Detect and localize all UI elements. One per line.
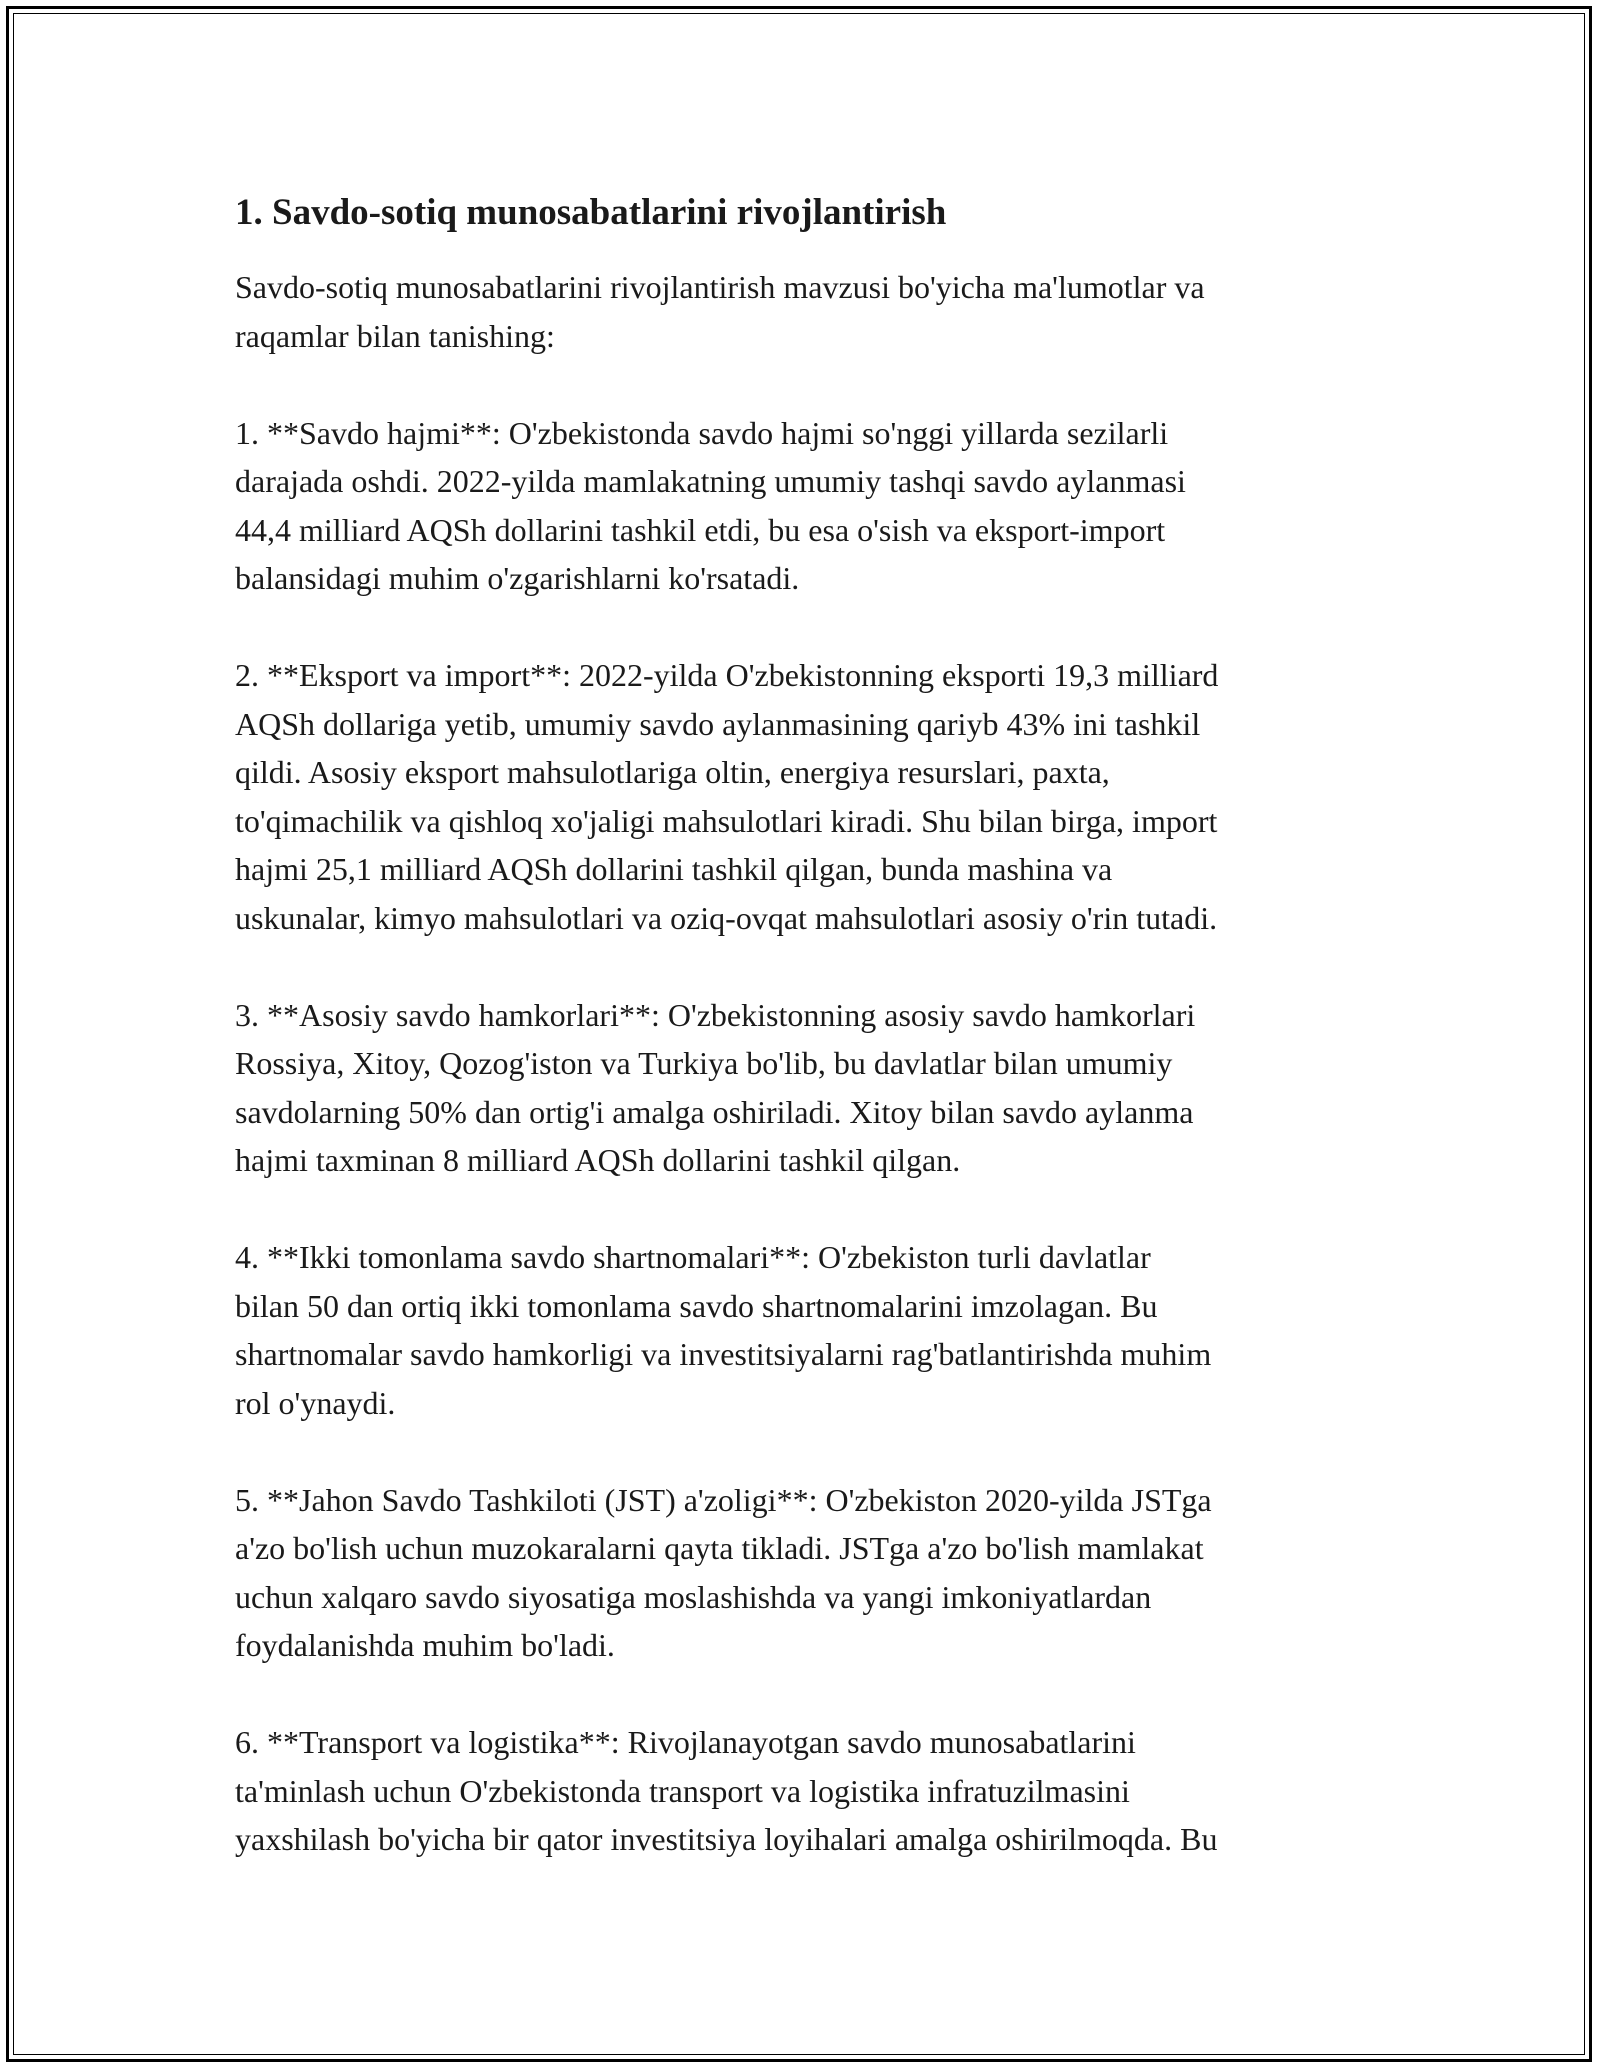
text-line: darajada oshdi. 2022-yilda mamlakatning umumiy tashqi savdo aylanmasi [235,463,1186,499]
section-paragraph-6 [235,1718,1375,1864]
text-line: 1. **Savdo hajmi**: O'zbekistonda savdo hajmi so'nggi yillarda sezilarli [235,414,1169,451]
text-line: 2. **Eksport va import**: 2022-yilda O'zbekistonning eksporti 19,3 milliard [235,657,1219,693]
text-line: hajmi 25,1 milliard AQSh dollarini tashkil qilgan, bunda mashina va [235,851,1113,887]
text-line: bilan 50 dan ortiq ikki tomonlama savdo shartnomalarini imzolagan. Bu [235,1287,1158,1324]
text-line: ta'minlash uchun O'zbekistonda transport va logistika infratuzilmasini [235,1772,1130,1809]
text-line: raqamlar bilan tanishing: [235,317,555,354]
text-line: 5. **Jahon Savdo Tashkiloti (JST) a'zoligi**: O'zbekiston 2020-yilda JSTga [235,1481,1212,1518]
text-line: 3. **Asosiy savdo hamkorlari**: O'zbekistonning asosiy savdo hamkorlari [235,996,1196,1033]
section-paragraph-4 [235,1233,1375,1427]
text-line: a'zo bo'lish uchun muzokaralarni qayta tikladi. JSTga a'zo bo'lish mamlakat [235,1530,1204,1566]
text-line: yaxshilash bo'yicha bir qator investitsiya loyihalari amalga oshirilmoqda. Bu [235,1821,1218,1857]
text-line: foydalanishda muhim bo'ladi. [235,1627,615,1663]
text-line: Rossiya, Xitoy, Qozog'iston va Turkiya bo'lib, bu davlatlar bilan umumiy [235,1045,1173,1081]
document-body [235,185,1375,1912]
document-title: 1. Savdo-sotiq munosabatlarini rivojlantirish [235,192,947,233]
text-line: 44,4 milliard AQSh dollarini tashkil etdi, bu esa o'sish va eksport-import [235,511,1166,548]
text-line: AQSh dollariga yetib, umumiy savdo aylanmasining qariyb 43% ini tashkil [235,705,1201,742]
section-paragraph-3 [235,991,1375,1185]
text-line: qildi. Asosiy eksport mahsulotlariga oltin, energiya resurslari, paxta, [235,754,1110,790]
text-line: shartnomalar savdo hamkorligi va investitsiyalarni rag'batlantirishda muhim [235,1336,1212,1372]
text-line: savdolarning 50% dan ortig'i amalga oshiriladi. Xitoy bilan savdo aylanma [235,1093,1194,1130]
text-line: 4. **Ikki tomonlama savdo shartnomalari**: O'zbekiston turli davlatlar [235,1239,1151,1275]
text-line: balansidagi muhim o'zgarishlarni ko'rsatadi. [235,560,800,596]
text-line: 6. **Transport va logistika**: Rivojlanayotgan savdo munosabatlarini [235,1724,1136,1760]
text-line: uchun xalqaro savdo siyosatiga moslashishda va yangi imkoniyatlardan [235,1578,1152,1615]
text-line: Savdo-sotiq munosabatlarini rivojlantirish mavzusi bo'yicha ma'lumotlar va [235,269,1205,305]
section-paragraph-2 [235,651,1375,942]
text-line: uskunalar, kimyo mahsulotlari va oziq-ovqat mahsulotlari asosiy o'rin tutadi. [235,899,1218,936]
text-line: to'qimachilik va qishloq xo'jaligi mahsulotlari kiradi. Shu bilan birga, import [235,802,1218,839]
section-paragraph-5 [235,1476,1375,1670]
intro-paragraph [235,263,1375,360]
section-paragraph-1 [235,409,1375,603]
text-line: rol o'ynaydi. [235,1384,396,1421]
text-line: hajmi taxminan 8 milliard AQSh dollarini tashkil qilgan. [235,1142,961,1178]
